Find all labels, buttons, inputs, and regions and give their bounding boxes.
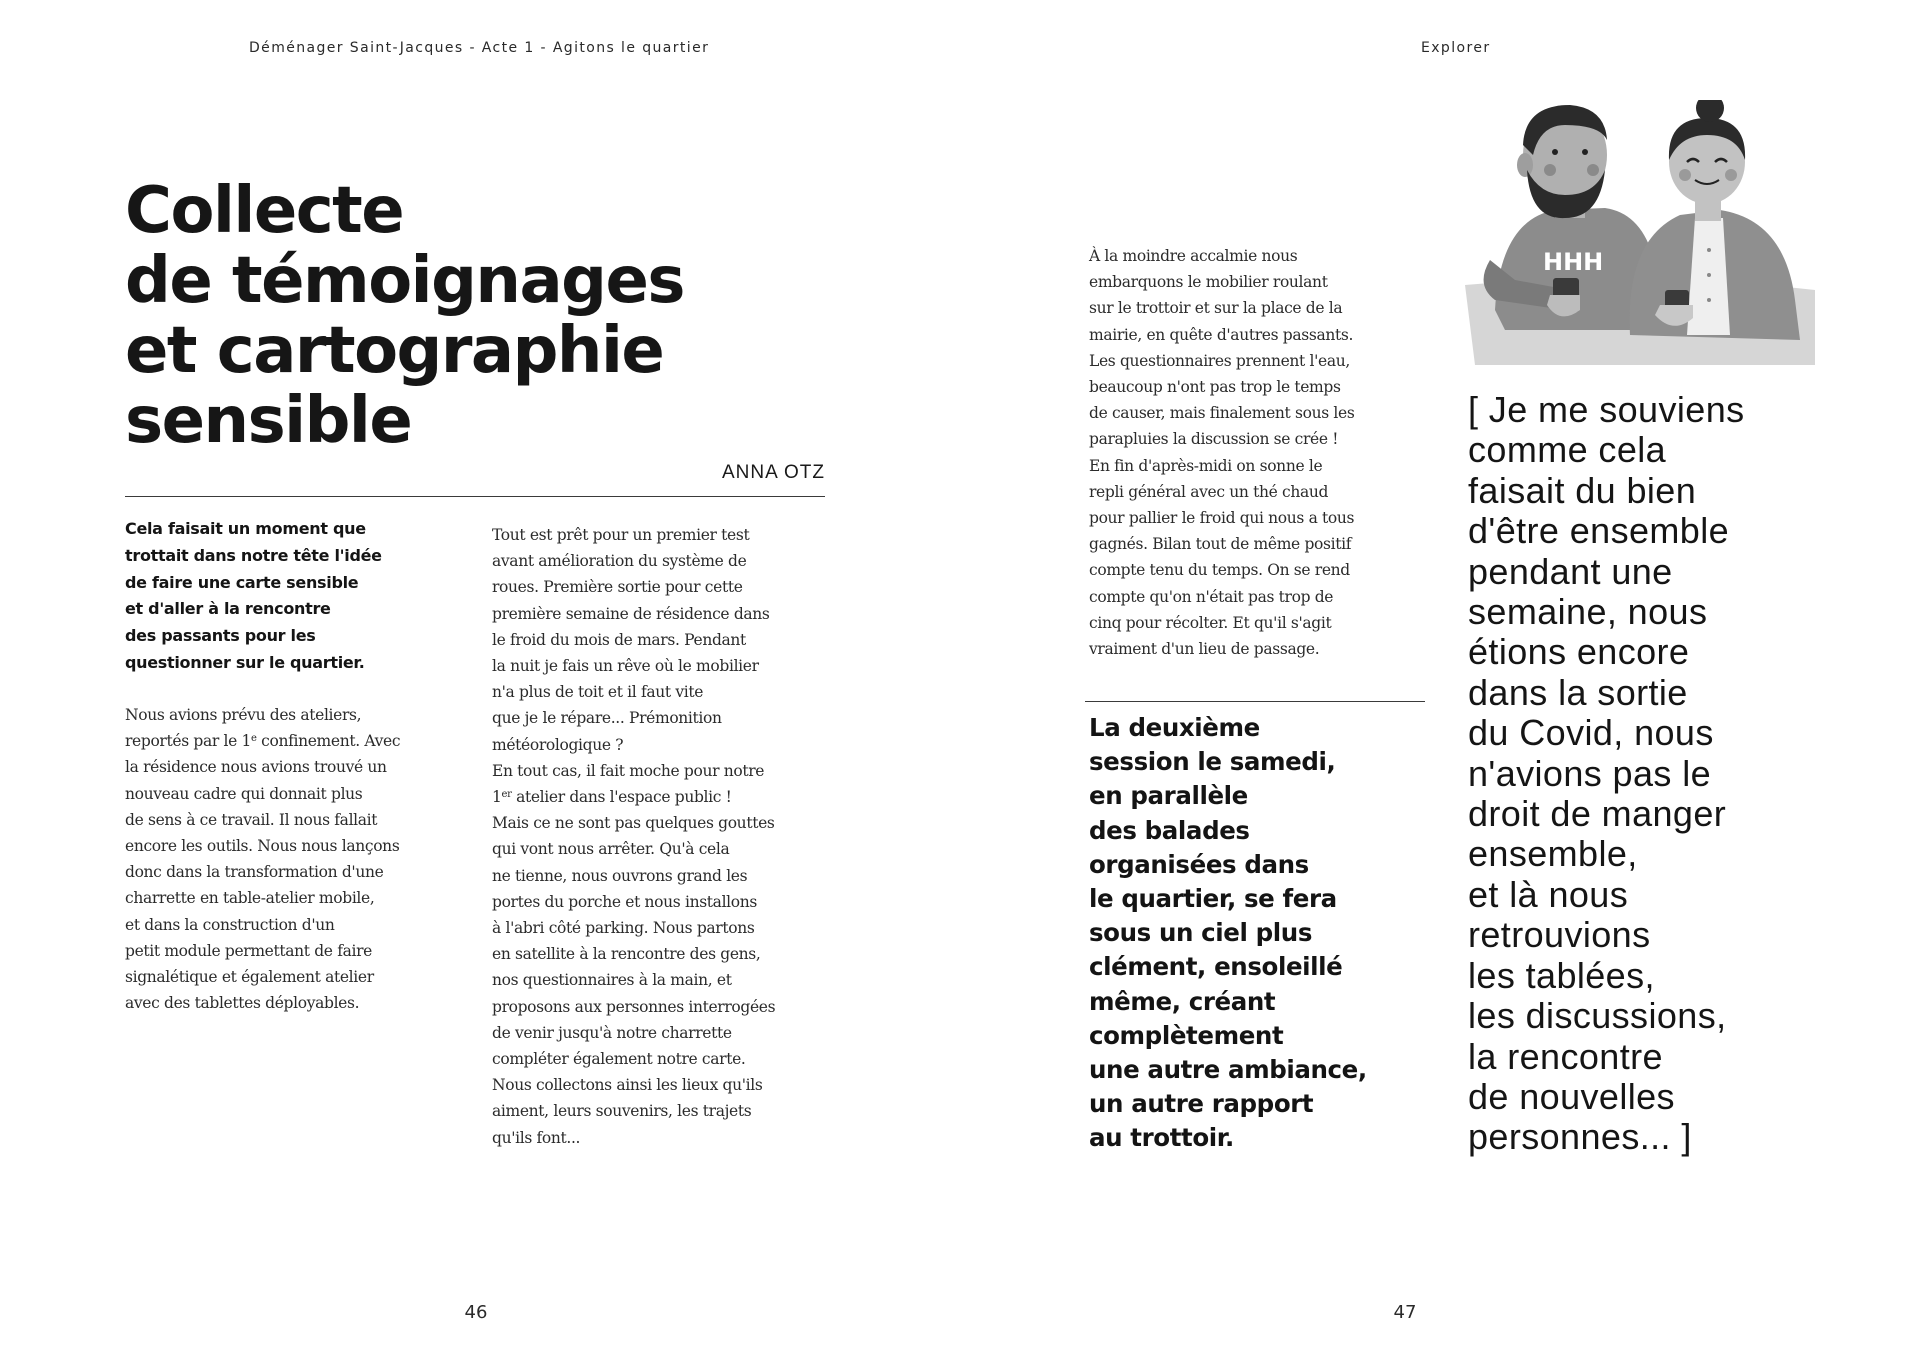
body-line: compte qu'on n'était pas trop de: [1089, 587, 1334, 606]
quote-line: n'avions pas le: [1468, 752, 1712, 794]
body-line: qu'ils font...: [492, 1128, 581, 1147]
body-line: beaucoup n'ont pas trop le temps: [1089, 378, 1341, 397]
body-line: cinq pour récolter. Et qu'il s'agit: [1089, 613, 1332, 632]
body-line: Tout est prêt pour un premier test: [492, 526, 750, 544]
title-line: sensible: [125, 384, 412, 458]
pull-quote-line: organisées dans: [1089, 849, 1309, 879]
pull-quote: [1089, 711, 1449, 1156]
pull-quote-line: des balades: [1089, 815, 1250, 845]
quote-line: droit de manger: [1468, 793, 1727, 835]
pull-quote-line: même, créant: [1089, 986, 1276, 1016]
body-line: embarquons le mobilier roulant: [1089, 273, 1328, 292]
body-line: Nous avions prévu des ateliers,: [125, 706, 362, 724]
lede-line: trottait dans notre tête l'idée: [125, 545, 382, 565]
body-line: Les questionnaires prennent l'eau,: [1089, 351, 1350, 370]
body-line: repli général avec un thé chaud: [1089, 482, 1329, 501]
title-line: Collecte: [125, 174, 404, 248]
article-title: [125, 176, 845, 456]
body-line: n'a plus de toit et il faut vite: [492, 683, 704, 702]
body-line: À la moindre accalmie nous: [1089, 247, 1298, 265]
body-line: parapluies la discussion se crée !: [1089, 430, 1339, 449]
divider-rule: [125, 496, 825, 497]
body-line: météorologique ?: [492, 735, 624, 754]
body-line: donc dans la transformation d'une: [125, 863, 384, 882]
lede-line: Cela faisait un moment que: [125, 519, 366, 538]
quote-line: faisait du bien: [1468, 469, 1697, 511]
lede-line: et d'aller à la rencontre: [125, 599, 331, 619]
quote-line: semaine, nous: [1468, 591, 1708, 633]
body-line: signalétique et également atelier: [125, 968, 374, 987]
quote-line: d'être ensemble: [1468, 510, 1730, 552]
body-line: pour pallier le froid qui nous a tous: [1089, 509, 1355, 528]
body-line: de venir jusqu'à notre charrette: [492, 1023, 732, 1042]
two-people-illustration-icon: [1455, 100, 1820, 365]
body-line-part: atelier dans l'espace public !: [511, 788, 732, 807]
body-line: [492, 784, 832, 810]
quote-line: retrouvions: [1468, 914, 1651, 956]
quote-line: comme cela: [1468, 429, 1667, 471]
body-line: portes du porche et nous installons: [492, 892, 758, 911]
body-line: aiment, leurs souvenirs, les trajets: [492, 1102, 752, 1121]
body-line: avec des tablettes déployables.: [125, 994, 360, 1013]
running-head-right: Explorer: [1421, 40, 1491, 56]
pull-quote-line: session le samedi,: [1089, 747, 1336, 777]
body-line: compte tenu du temps. On se rend: [1089, 561, 1350, 580]
body-line: avant amélioration du système de: [492, 552, 747, 571]
quote-line: la rencontre: [1468, 1035, 1663, 1077]
lede-paragraph: [125, 516, 465, 677]
running-head-left: Déménager Saint-Jacques - Acte 1 - Agitons le quartier: [249, 40, 710, 56]
author-byline: ANNA OTZ: [721, 462, 825, 483]
page-number-left: 46: [464, 1302, 488, 1323]
body-line: Mais ce ne sont pas quelques gouttes: [492, 814, 775, 833]
body-column-a: [125, 702, 455, 1016]
quote-line: les tablées,: [1468, 954, 1655, 996]
body-line: mairie, en quête d'autres passants.: [1089, 325, 1354, 344]
title-line: de témoignages: [125, 244, 684, 318]
pull-quote-line: en parallèle: [1089, 781, 1248, 811]
body-line: encore les outils. Nous nous lançons: [125, 837, 400, 856]
body-line: petit module permettant de faire: [125, 941, 372, 960]
lede-line: des passants pour les: [125, 626, 316, 646]
lede-line: de faire une carte sensible: [125, 572, 359, 592]
body-line: sur le trottoir et sur la place de la: [1089, 299, 1343, 318]
body-line: de sens à ce travail. Il nous fallait: [125, 810, 378, 829]
body-line-part: 1: [492, 788, 502, 807]
body-line: En tout cas, il fait moche pour notre: [492, 761, 765, 780]
quote-line: ensemble,: [1468, 833, 1638, 875]
body-line: roues. Première sortie pour cette: [492, 578, 743, 597]
shirt-text: HHH: [1543, 248, 1604, 276]
pull-quote-line: complètement: [1089, 1020, 1284, 1050]
body-line: de causer, mais finalement sous les: [1089, 404, 1355, 423]
quote-line: les discussions,: [1468, 995, 1727, 1037]
pull-quote-line: La deuxième: [1089, 713, 1260, 742]
body-line: En fin d'après-midi on sonne le: [1089, 456, 1323, 475]
pull-quote-line: un autre rapport: [1089, 1089, 1314, 1119]
body-line: le froid du mois de mars. Pendant: [492, 630, 746, 649]
quote-line: du Covid, nous: [1468, 712, 1714, 754]
lede-line: questionner sur le quartier.: [125, 652, 365, 672]
body-line: la nuit je fais un rêve où le mobilier: [492, 657, 759, 676]
body-line-part: reportés par le 1: [125, 732, 251, 751]
body-line: première semaine de résidence dans: [492, 604, 770, 623]
testimonial-quote: [1468, 390, 1908, 1158]
quote-line: étions encore: [1468, 631, 1690, 673]
body-line: nouveau cadre qui donnait plus: [125, 784, 363, 803]
quote-line: personnes... ]: [1468, 1116, 1692, 1158]
body-line: que je le répare... Prémonition: [492, 709, 722, 728]
body-column-c: [1089, 243, 1419, 662]
body-column-b: [492, 522, 832, 1151]
pull-quote-line: au trottoir.: [1089, 1123, 1234, 1153]
body-line: Nous collectons ainsi les lieux qu'ils: [492, 1076, 763, 1095]
pull-quote-line: le quartier, se fera: [1089, 884, 1337, 914]
pull-quote-line: clément, ensoleillé: [1089, 952, 1343, 982]
body-line: [125, 728, 455, 754]
page-number-right: 47: [1393, 1302, 1417, 1323]
quote-line: pendant une: [1468, 550, 1673, 592]
body-line: proposons aux personnes interrogées: [492, 997, 776, 1016]
body-line: en satellite à la rencontre des gens,: [492, 945, 761, 964]
body-line: gagnés. Bilan tout de même positif: [1089, 535, 1352, 554]
divider-rule: [1085, 701, 1425, 702]
body-line: à l'abri côté parking. Nous partons: [492, 919, 755, 938]
pull-quote-line: sous un ciel plus: [1089, 918, 1313, 948]
body-line: compléter également notre carte.: [492, 1050, 746, 1069]
body-line: nos questionnaires à la main, et: [492, 971, 732, 990]
body-line-part: confinement. Avec: [256, 732, 401, 751]
body-line: qui vont nous arrêter. Qu'à cela: [492, 840, 730, 859]
title-line: et cartographie: [125, 314, 664, 388]
superscript: e: [251, 733, 257, 745]
quote-line: [ Je me souviens: [1468, 389, 1745, 430]
superscript: er: [501, 789, 512, 801]
pull-quote-line: une autre ambiance,: [1089, 1055, 1367, 1085]
quote-line: et là nous: [1468, 873, 1629, 915]
body-line: charrette en table-atelier mobile,: [125, 889, 375, 908]
body-line: et dans la construction d'un: [125, 915, 335, 934]
body-line: ne tienne, nous ouvrons grand les: [492, 866, 748, 885]
body-line: vraiment d'un lieu de passage.: [1089, 640, 1320, 659]
quote-line: dans la sortie: [1468, 671, 1688, 713]
quote-line: de nouvelles: [1468, 1075, 1675, 1117]
body-line: la résidence nous avions trouvé un: [125, 758, 387, 777]
